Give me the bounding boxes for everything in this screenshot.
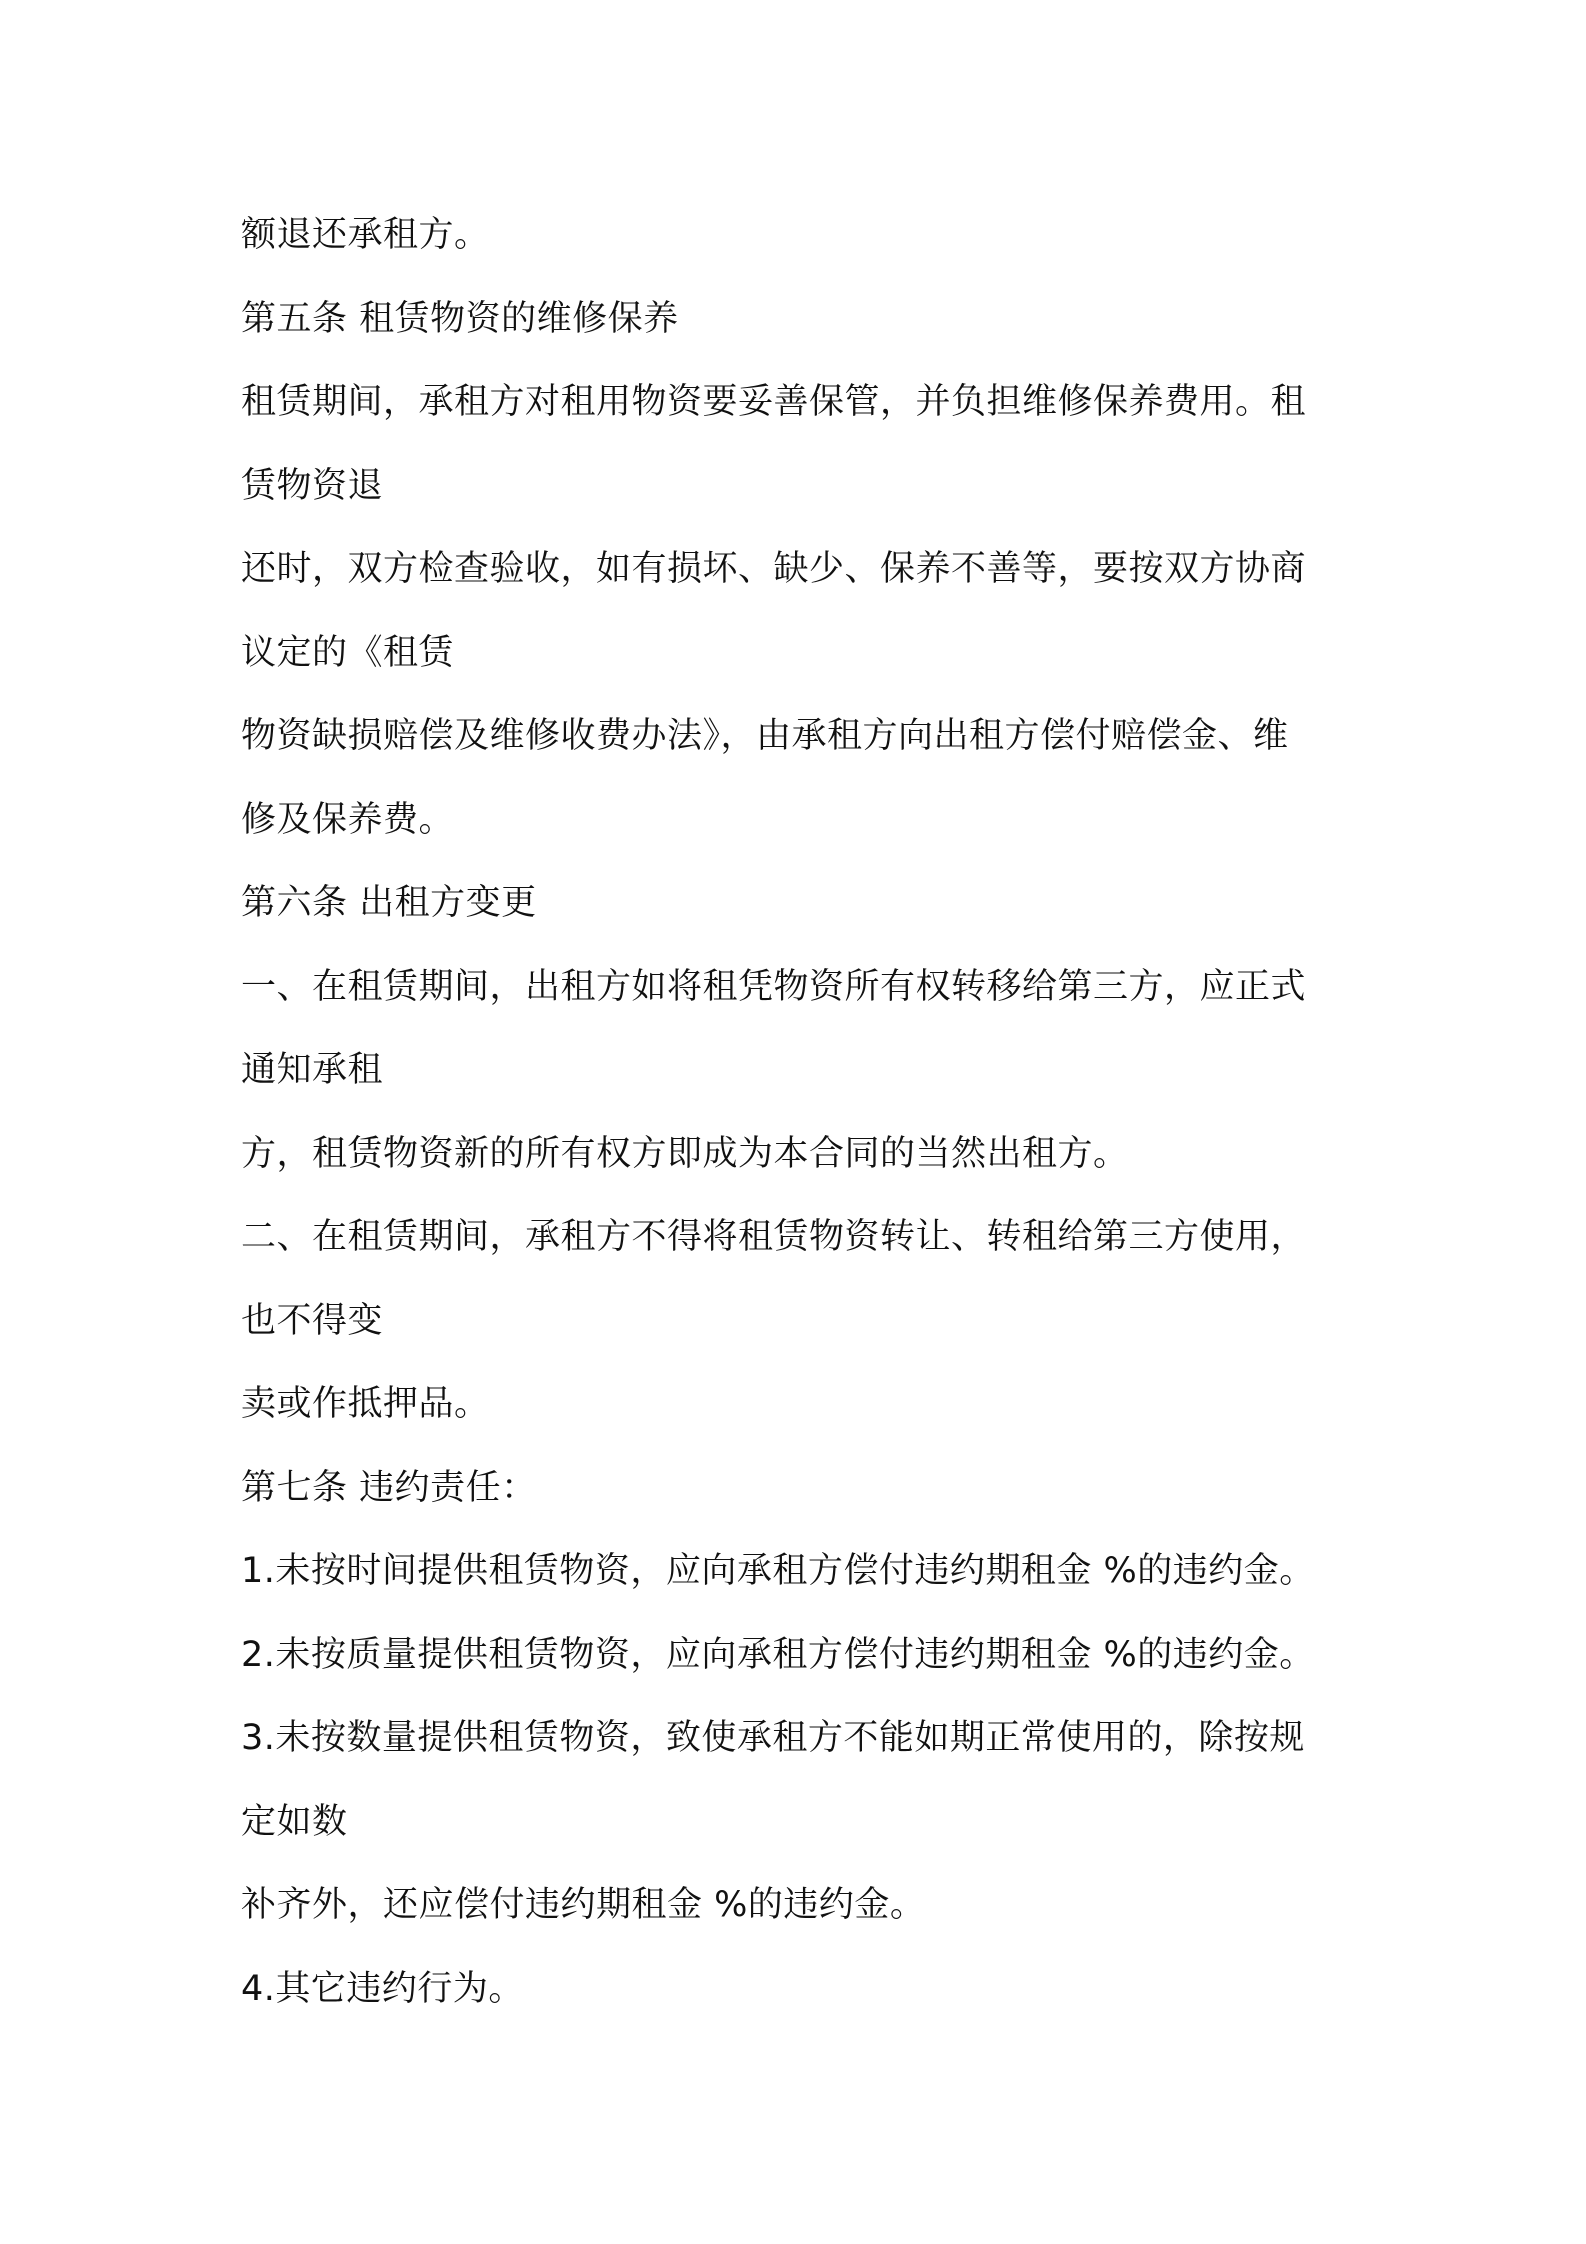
list-item: 4.其它违约行为。 (241, 1968, 524, 2009)
text-line: 补齐外，还应偿付违约期租金 %的违约金。 (241, 1885, 926, 1925)
list-item: 2.未按质量提供租赁物资，应向承租方偿付违约期租金 %的违约金。 (241, 1634, 1315, 1675)
text-line: 定如数 (241, 1801, 348, 1842)
document-body (241, 194, 1371, 2031)
list-item: 3.未按数量提供租赁物资，致使承租方不能如期正常使用的，除按规 (241, 1718, 1305, 1758)
text-line: 方，租赁物资新的所有权方即成为本合同的当然出租方。 (241, 1133, 1129, 1174)
text-line: 修及保养费。 (241, 799, 455, 840)
text-line: 一、在租赁期间，出租方如将租凭物资所有权转移给第三方，应正式 (241, 966, 1307, 1007)
article-heading-5: 第五条 租赁物资的维修保养 (241, 298, 679, 339)
text-line: 物资缺损赔偿及维修收费办法》，由承租方向出租方偿付赔偿金、维 (241, 716, 1289, 756)
text-line: 额退还承租方。 (241, 215, 490, 255)
text-line: 还时，双方检查验收，如有损坏、缺少、保养不善等，要按双方协商 (241, 549, 1307, 589)
text-line: 也不得变 (241, 1300, 384, 1341)
text-line: 通知承租 (241, 1050, 384, 1090)
text-line: 赁物资退 (241, 465, 384, 506)
text-line: 租赁期间，承租方对租用物资要妥善保管，并负担维修保养费用。租 (241, 382, 1307, 422)
text-line: 卖或作抵押品。 (241, 1384, 490, 1424)
list-item: 1.未按时间提供租赁物资，应向承租方偿付违约期租金 %的违约金。 (241, 1551, 1315, 1591)
article-heading-6: 第六条 出租方变更 (241, 883, 537, 923)
article-heading-7: 第七条 违约责任： (241, 1467, 537, 1508)
text-line: 议定的《租赁 (241, 632, 455, 673)
text-line: 二、在租赁期间，承租方不得将租赁物资转让、转租给第三方使用， (241, 1217, 1307, 1257)
